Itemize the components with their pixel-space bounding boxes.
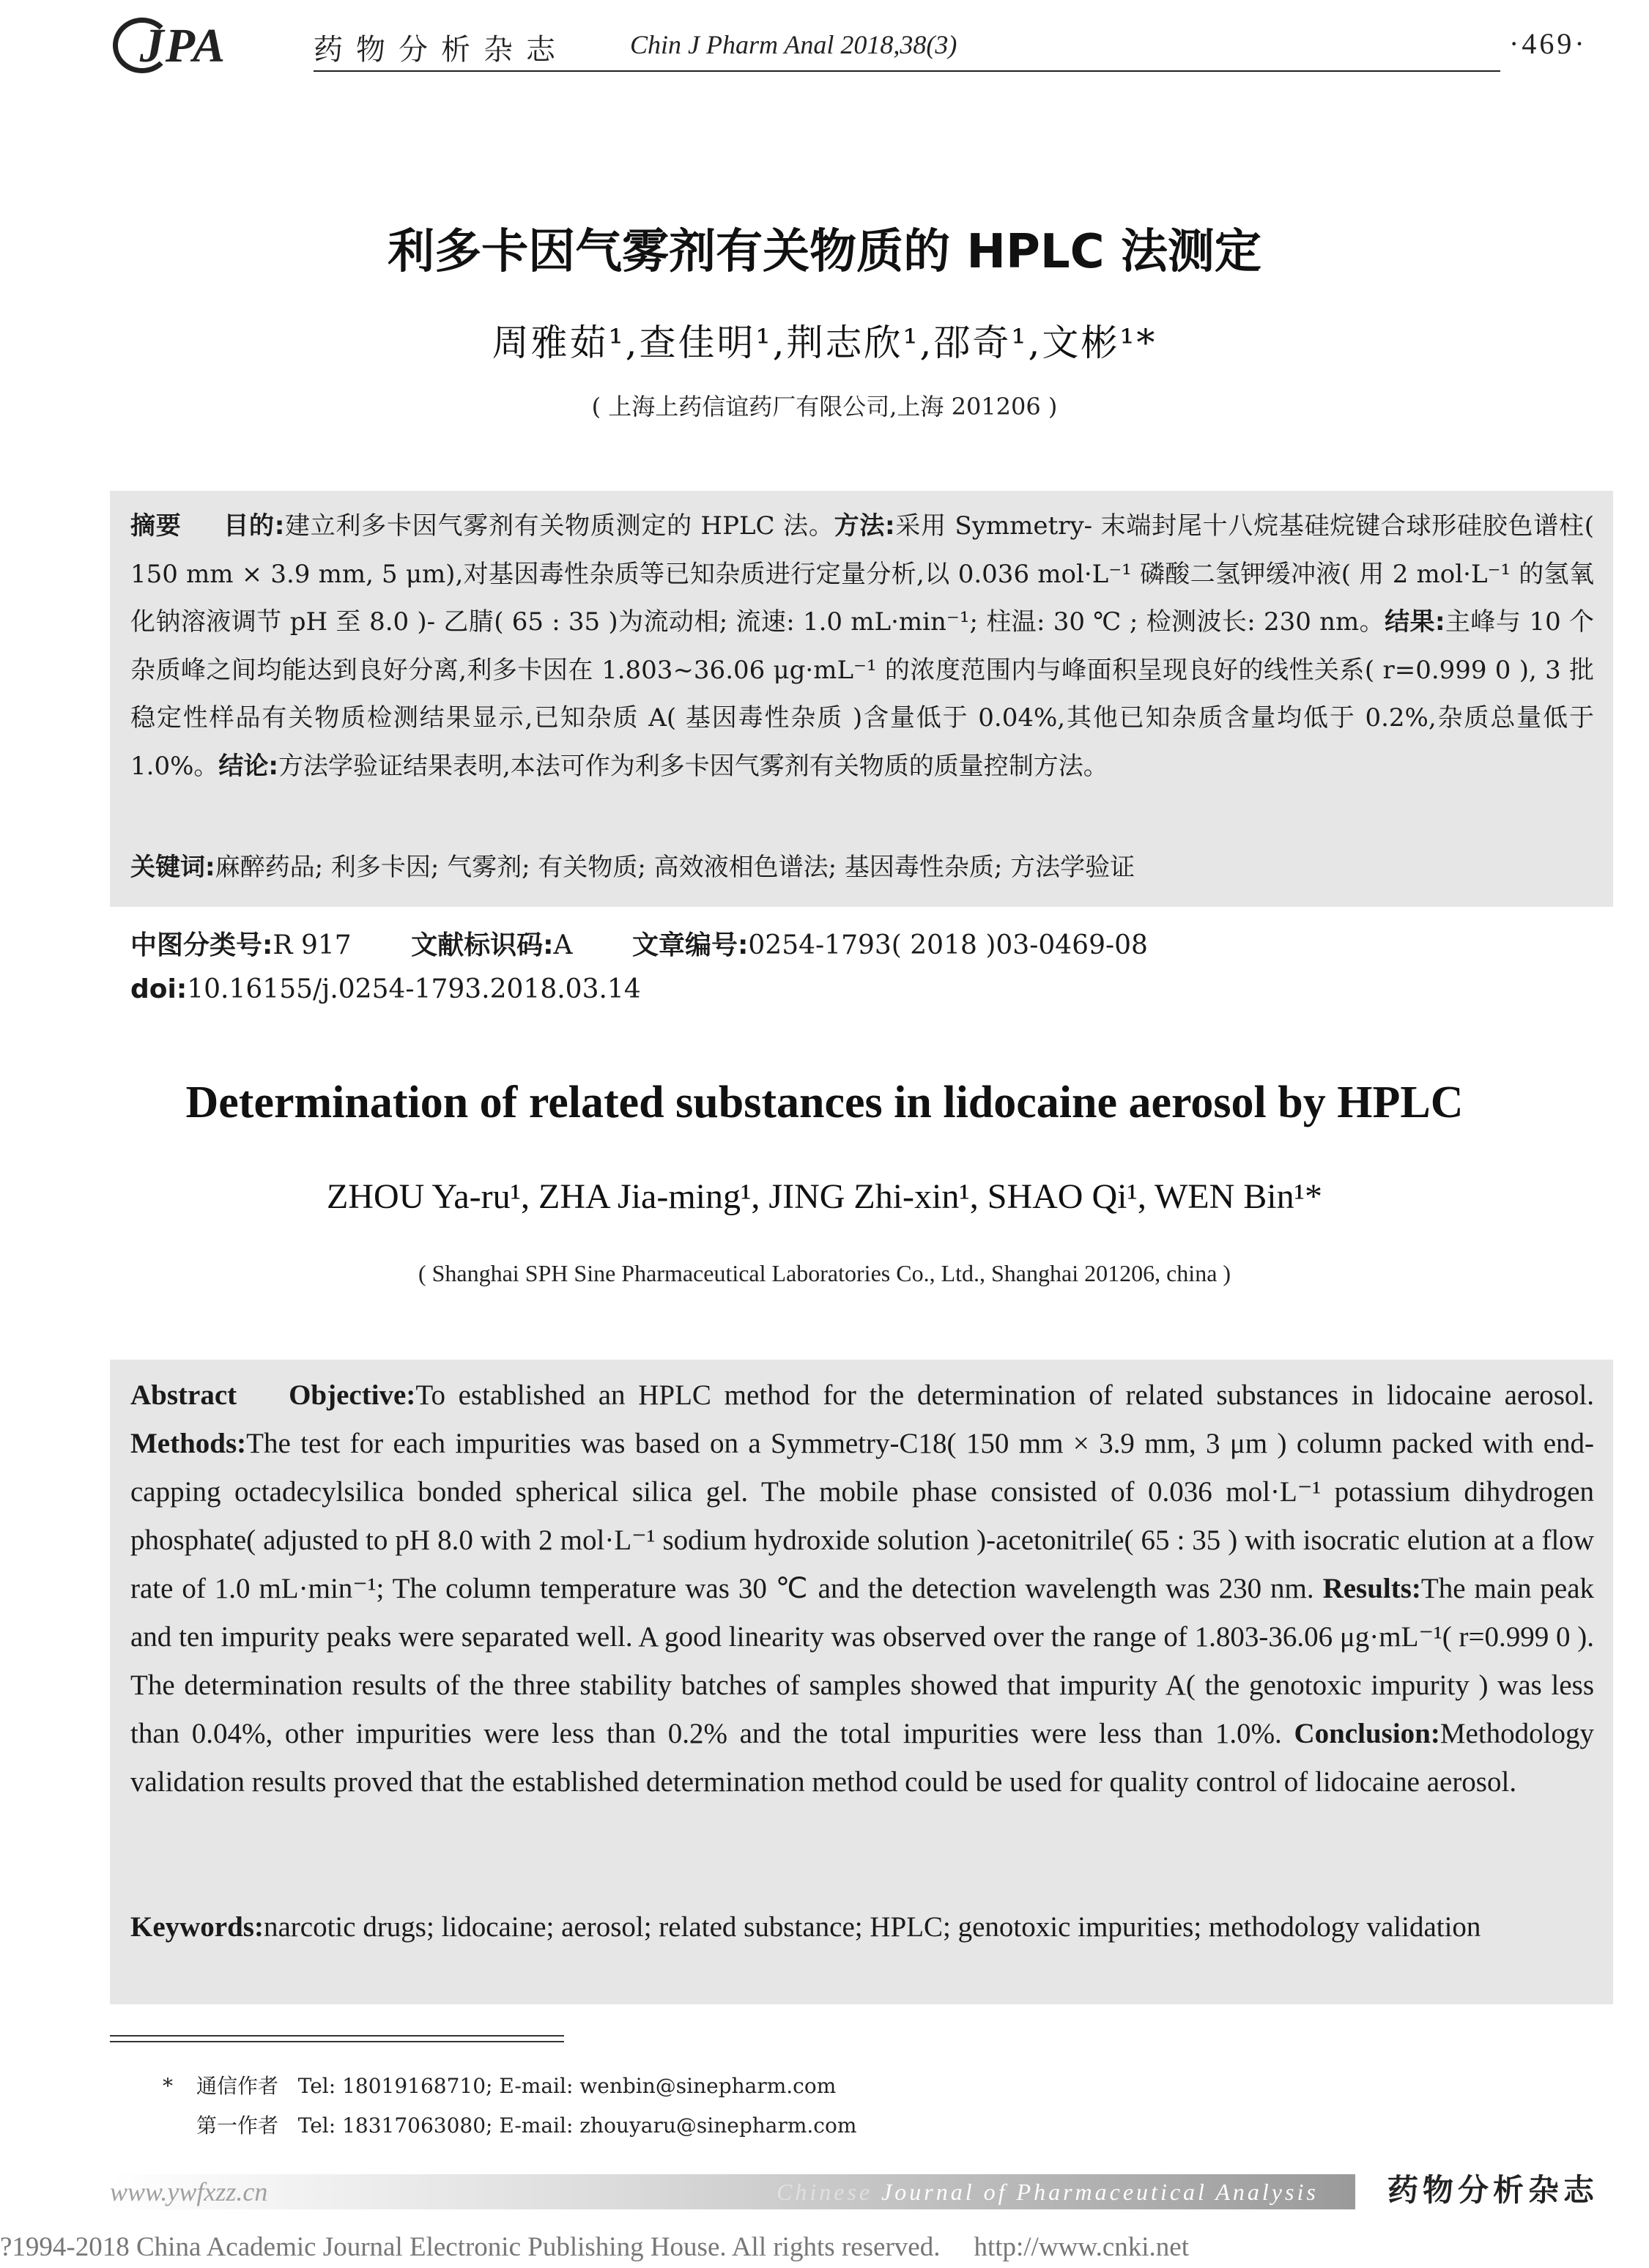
abstract-cn [130, 503, 1594, 790]
copyright-text: ?1994-2018 China Academic Journal Electronic Publishing House. All rights reserved. [0, 2232, 941, 2262]
results-en: The main peak and ten impurity peaks were separated well. A good linearity was observed over the range of 1.803-36.06 μg·mL⁻¹( r=0.999 0 ). The determination results of the three stability batches of samples showed that impurity A( the genotoxic impurity ) was less than 0.04%, other impurities were less than 0.2% and the total impurities were less than 1.0%. [130, 1573, 1595, 1749]
corresponding-label: 通信作者 [196, 2074, 279, 2098]
footnote-star: * [163, 2074, 173, 2098]
footer-journal-en-rest: Journal of Pharmaceutical Analysis [881, 2179, 1319, 2205]
first-author-contact: Tel: 18317063080; E-mail: zhouyaru@sinepharm.com [297, 2113, 857, 2138]
keywords-en [130, 1903, 1594, 1952]
objective-en: To established an HPLC method for the determination of related substances in lidocaine aerosol. [415, 1379, 1594, 1411]
first-author-label: 第一作者 [196, 2113, 279, 2138]
journal-name-cn: 药物分析杂志 [314, 33, 568, 67]
objective-label-en: Objective: [289, 1379, 416, 1411]
paper-title-cn: 利多卡因气雾剂有关物质的 HPLC 法测定 [388, 225, 1261, 279]
page-number: ·469· [1509, 27, 1587, 60]
conclusion-en: Methodology validation results proved that the established determination method could be used for quality control of lidocaine aerosol. [130, 1718, 1595, 1798]
keywords-value-cn: 麻醉药品; 利多卡因; 气雾剂; 有关物质; 高效液相色谱法; 基因毒性杂质; 方法学验证 [215, 853, 1135, 882]
keywords-label-en: Keywords: [130, 1911, 264, 1943]
results-cn: 主峰与 10 个杂质峰之间均能达到良好分离,利多卡因在 1.803~36.06 μg·mL⁻¹ 的浓度范围内与峰面积呈现良好的线性关系( r=0.999 0 ), 3 批稳定性样品有关物质检测结果显示,已知杂质 A( 基因毒性杂质 )含量低于 0.04%,其他已知杂质含量均低于 0.2%,杂质总量低于 1.0%。 [130, 607, 1594, 781]
doc-code-value: A [553, 930, 573, 960]
article-no-label: 文章编号: [631, 930, 749, 960]
footnote-first-author [196, 2110, 856, 2139]
copyright-line [0, 2231, 1649, 2263]
footnote-rule-bottom [110, 2041, 564, 2042]
doi-value[interactable]: 10.16155/j.0254-1793.2018.03.14 [187, 974, 641, 1004]
results-label-cn: 结果: [1385, 607, 1445, 637]
methods-label-cn: 方法: [834, 511, 895, 541]
authors-en: ZHOU Ya-ru¹, ZHA Jia-ming¹, JING Zhi-xin¹, SHAO Qi¹, WEN Bin¹* [326, 1177, 1323, 1216]
journal-logo [110, 15, 256, 78]
footer-journal-cn: 药物分析杂志 [1387, 2172, 1599, 2208]
affiliation-cn: ( 上海上药信谊药厂有限公司,上海 201206 ) [591, 393, 1058, 420]
article-no-value: 0254-1793( 2018 )03-0469-08 [748, 930, 1148, 960]
footnote-corresponding [163, 2070, 836, 2100]
conclusion-label-en: Conclusion: [1294, 1718, 1440, 1749]
methods-en: The test for each impurities was based on a Symmetry-C18( 150 mm × 3.9 mm, 3 μm ) column packed with end-capping octadecylsilica bonded spherical silica gel. The mobile phase consisted of 0.036 mol·L⁻¹ potassium dihydrogen phosphate( adjusted to pH 8.0 with 2 mol·L⁻¹ sodium hydroxide solution )-acetonitrile( 65 : 35 ) with isocratic elution at a flow rate of 1.0 mL·min⁻¹; The column temperature was 30 ℃ and the detection wavelength was 230 nm. [130, 1428, 1594, 1604]
footnote-rule-top [110, 2035, 564, 2037]
footer-journal-en-chinese: Chinese [777, 2179, 873, 2205]
clc-label: 中图分类号: [130, 930, 273, 960]
keywords-value-en: narcotic drugs; lidocaine; aerosol; related substance; HPLC; genotoxic impurities; methodology validation [263, 1911, 1481, 1943]
abstract-en [130, 1371, 1594, 1806]
footer-journal-en [777, 2174, 1319, 2209]
methods-cn: 采用 Symmetry- 末端封尾十八烷基硅烷键合球形硅胶色谱柱( 150 mm × 3.9 mm, 5 μm),对基因毒性杂质等已知杂质进行定量分析,以 0.036 mol·L⁻¹ 磷酸二氢钾缓冲液( 用 2 mol·L⁻¹ 的氢氧化钠溶液调节 pH 至 8.0 )- 乙腈( 65 : 35 )为流动相; 流速: 1.0 mL·min⁻¹; 柱温: 30 ℃ ; 检测波长: 230 nm。 [130, 511, 1594, 637]
doi-label: doi: [130, 974, 188, 1004]
doi-line [130, 974, 641, 1004]
doc-code-label: 文献标识码: [411, 930, 554, 960]
classification-line [130, 924, 1199, 962]
results-label-en: Results: [1322, 1573, 1421, 1604]
journal-citation-en: Chin J Pharm Anal 2018,38(3) [630, 30, 957, 59]
footer-website[interactable]: www.ywfxzz.cn [110, 2177, 268, 2206]
corresponding-contact: Tel: 18019168710; E-mail: wenbin@sinepharm.com [297, 2074, 837, 2098]
clc-value: R 917 [273, 930, 352, 960]
conclusion-cn: 方法学验证结果表明,本法可作为利多卡因气雾剂有关物质的质量控制方法。 [278, 751, 1108, 781]
paper-title-en: Determination of related substances in lidocaine aerosol by HPLC [185, 1078, 1464, 1127]
logo-text: JPA [139, 19, 227, 73]
objective-cn: 建立利多卡因气雾剂有关物质测定的 HPLC 法。 [284, 511, 834, 541]
methods-label-en: Methods: [130, 1428, 247, 1459]
header-rule [314, 70, 1500, 72]
abstract-label-en: Abstract [130, 1379, 237, 1411]
copyright-url[interactable]: http://www.cnki.net [974, 2232, 1189, 2262]
affiliation-en: ( Shanghai SPH Sine Pharmaceutical Laboratories Co., Ltd., Shanghai 201206, china ) [418, 1260, 1231, 1286]
abstract-label-cn: 摘要 [130, 511, 182, 541]
keywords-label-cn: 关键词: [130, 853, 215, 882]
authors-cn: 周雅茹¹,查佳明¹,荆志欣¹,邵奇¹,文彬¹* [492, 322, 1157, 364]
keywords-cn [130, 845, 1594, 889]
conclusion-label-cn: 结论: [218, 751, 278, 781]
objective-label-cn: 目的: [223, 511, 285, 541]
